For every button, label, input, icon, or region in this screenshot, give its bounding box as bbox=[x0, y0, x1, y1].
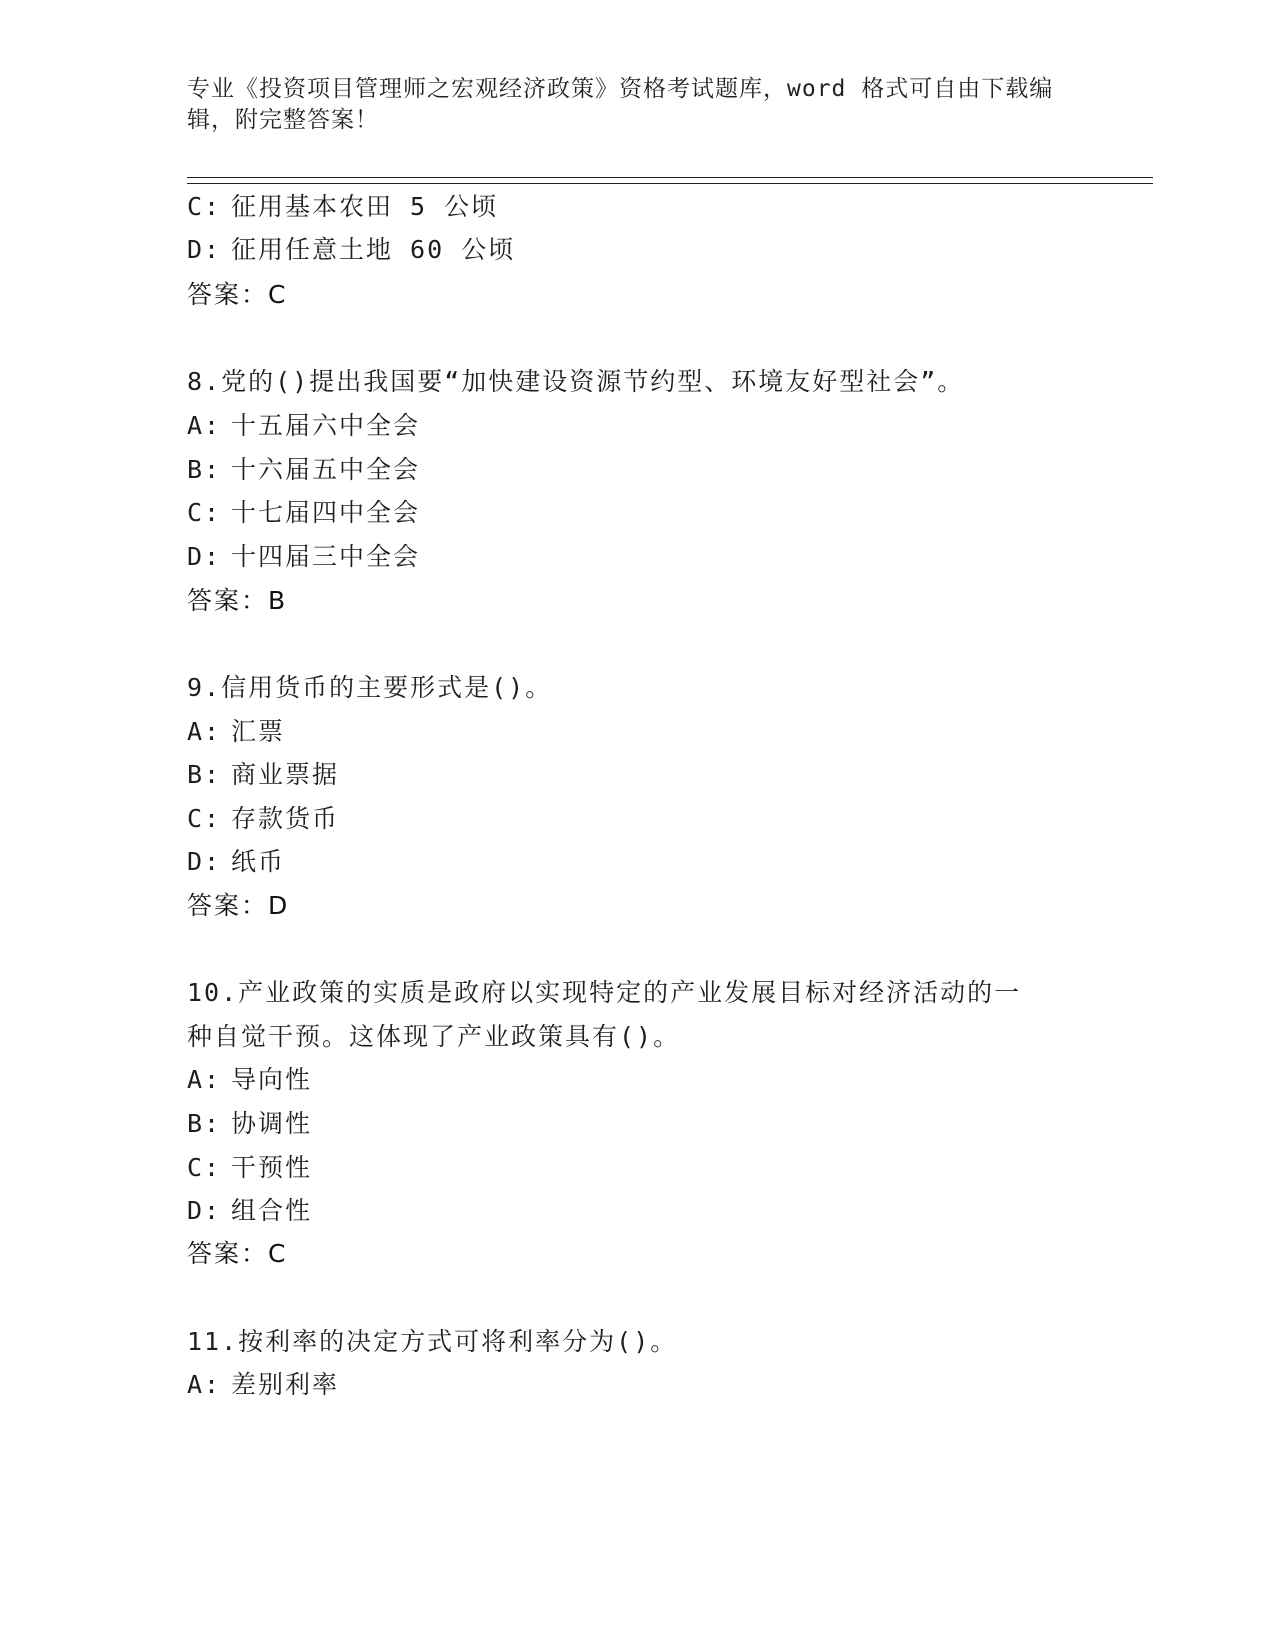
answer-q7: 答案：C bbox=[187, 280, 288, 309]
option-q11-a: A: 差别利率 bbox=[187, 1370, 340, 1399]
question-11-stem: 11.按利率的决定方式可将利率分为()。 bbox=[187, 1327, 678, 1356]
question-10-stem-line-2: 种自觉干预。这体现了产业政策具有()。 bbox=[187, 1022, 681, 1051]
header-divider-top bbox=[187, 177, 1153, 178]
header-line-2: 辑，附完整答案！ bbox=[187, 107, 379, 133]
option-q9-c: C: 存款货币 bbox=[187, 804, 340, 833]
option-q10-d: D: 组合性 bbox=[187, 1196, 313, 1225]
option-q8-d: D: 十四届三中全会 bbox=[187, 542, 421, 571]
option-q10-b: B: 协调性 bbox=[187, 1109, 313, 1138]
header-divider-bottom bbox=[187, 183, 1153, 184]
header-line-1: 专业《投资项目管理师之宏观经济政策》资格考试题库，word 格式可自由下载编 bbox=[187, 76, 1054, 102]
option-q9-d: D: 纸币 bbox=[187, 847, 286, 876]
question-10-stem-line-1: 10.产业政策的实质是政府以实现特定的产业发展目标对经济活动的一 bbox=[187, 978, 1022, 1007]
answer-q9: 答案：D bbox=[187, 891, 290, 920]
option-q10-a: A: 导向性 bbox=[187, 1065, 313, 1094]
option-q7-d: D: 征用任意土地 60 公顷 bbox=[187, 235, 516, 264]
option-q8-c: C: 十七届四中全会 bbox=[187, 498, 421, 527]
option-q7-c: C: 征用基本农田 5 公顷 bbox=[187, 192, 499, 221]
option-q8-b: B: 十六届五中全会 bbox=[187, 455, 421, 484]
answer-q8: 答案：B bbox=[187, 586, 288, 615]
question-9-stem: 9.信用货币的主要形式是()。 bbox=[187, 673, 553, 702]
answer-q10: 答案：C bbox=[187, 1239, 288, 1268]
option-q8-a: A: 十五届六中全会 bbox=[187, 411, 421, 440]
option-q10-c: C: 干预性 bbox=[187, 1153, 313, 1182]
question-8-stem: 8.党的()提出我国要“加快建设资源节约型、环境友好型社会”。 bbox=[187, 367, 965, 396]
document-header bbox=[187, 74, 1067, 136]
option-q9-a: A: 汇票 bbox=[187, 717, 286, 746]
option-q9-b: B: 商业票据 bbox=[187, 760, 340, 789]
